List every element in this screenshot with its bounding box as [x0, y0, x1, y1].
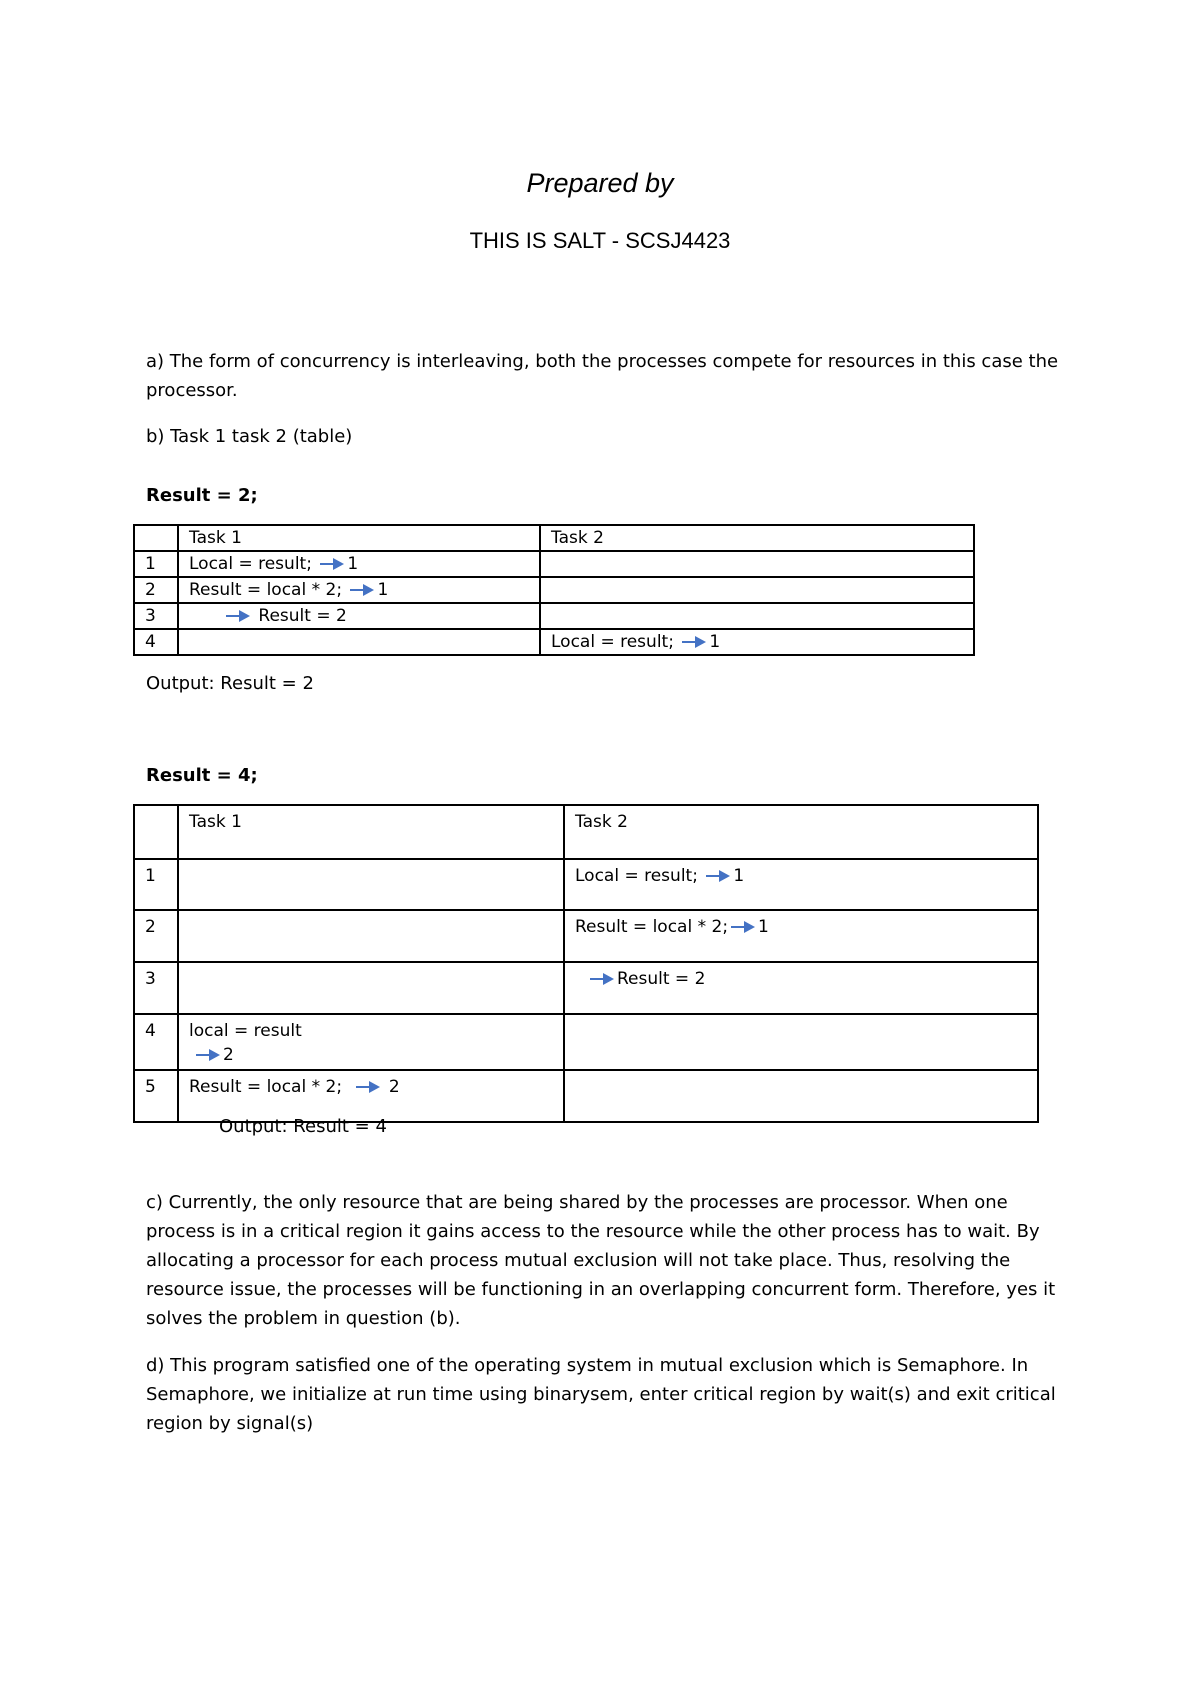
right-arrow-icon: [355, 1080, 381, 1094]
answer-d: d) This program satisfied one of the operating system in mutual exclusion which is Semaphore. In Semaphore, we initialize at run time using binarysem, enter critical region by wait(s) and exit critical region by signal(s): [146, 1355, 1056, 1434]
right-arrow-icon: [730, 920, 756, 934]
cell-text: Result = local * 2;: [189, 580, 343, 600]
row-number: 4: [134, 629, 178, 655]
table2-heading: Result = 4;: [146, 765, 258, 786]
table1-output: Output: Result = 2: [146, 673, 314, 694]
cell-text: Local = result;: [575, 866, 698, 886]
table-cell: [178, 1014, 564, 1070]
table2-col-task2: Task 2: [564, 805, 1038, 859]
cell-text: Local = result;: [189, 554, 312, 574]
right-arrow-icon: [681, 635, 707, 649]
right-arrow-icon: [319, 557, 345, 571]
cell-tag: 1: [347, 554, 359, 574]
table-cell: [178, 910, 564, 962]
cell-tag: 1: [758, 917, 769, 937]
table-row: [134, 859, 1038, 910]
row-number: 1: [134, 551, 178, 577]
cell-tag: 2: [388, 1077, 400, 1097]
table-row: [134, 962, 1038, 1014]
cell-tag: 1: [733, 866, 745, 886]
table-cell: [178, 577, 540, 603]
table-row: [134, 910, 1038, 962]
table-header-row: [134, 525, 974, 551]
table-cell: [564, 1014, 1038, 1070]
cell-text: local = result: [189, 1021, 302, 1041]
table-cell: [178, 859, 564, 910]
row-number: 1: [134, 859, 178, 910]
cell-tag: 2: [223, 1045, 234, 1065]
cell-tag: 1: [709, 632, 721, 652]
table1-heading: Result = 2;: [146, 485, 258, 506]
table-cell: [564, 910, 1038, 962]
right-arrow-icon: [589, 972, 615, 986]
row-number: 5: [134, 1070, 178, 1122]
right-arrow-icon: [195, 1048, 221, 1062]
cell-text: Result = 2: [617, 969, 706, 989]
row-number: 2: [134, 577, 178, 603]
answer-c: c) Currently, the only resource that are being shared by the processes are processor. When one process is in a critical region it gains access to the resource while the other process has to wait. By allocating a processor for each process mutual exclusion will not take place. Thus, resolving the resource issue, the processes will be functioning in an overlapping concurrent form. Therefore, yes it solves the problem in question (b).: [146, 1192, 1056, 1329]
cell-text: Result = local * 2;: [189, 1077, 343, 1097]
cell-text: Result = local * 2;: [575, 917, 729, 937]
table-cell: [178, 551, 540, 577]
table-cell: [540, 551, 974, 577]
table2-col-task1: Task 1: [178, 805, 564, 859]
table-cell: [540, 603, 974, 629]
table1-col-task2: Task 2: [540, 525, 974, 551]
table-cell: [540, 577, 974, 603]
answer-a: a) The form of concurrency is interleaving, both the processes compete for resources in this case the processor.: [146, 351, 1059, 401]
table-cell: [540, 629, 974, 655]
right-arrow-icon: [349, 583, 375, 597]
answer-b: b) Task 1 task 2 (table): [146, 426, 353, 447]
row-number: 4: [134, 1014, 178, 1070]
table1-col-task1: Task 1: [178, 525, 540, 551]
table2: [133, 804, 1039, 1123]
cell-text: Result = 2: [258, 606, 347, 626]
cell-tag: 1: [377, 580, 389, 600]
right-arrow-icon: [705, 869, 731, 883]
cell-text: Local = result;: [551, 632, 674, 652]
row-number: 3: [134, 603, 178, 629]
table-cell: [178, 603, 540, 629]
table-cell: [178, 629, 540, 655]
table-cell: [178, 962, 564, 1014]
table-row: [134, 551, 974, 577]
right-arrow-icon: [225, 609, 251, 623]
author-course-heading: THIS IS SALT - SCSJ4423: [469, 228, 731, 253]
prepared-by-heading: Prepared by: [526, 168, 674, 198]
table-row: [134, 577, 974, 603]
table1: [133, 524, 975, 656]
table-row: [134, 629, 974, 655]
table-cell: [564, 962, 1038, 1014]
table-row: [134, 1014, 1038, 1070]
row-number: 3: [134, 962, 178, 1014]
row-number: 2: [134, 910, 178, 962]
table-row: [134, 603, 974, 629]
table-cell: [564, 859, 1038, 910]
table-header-row: [134, 805, 1038, 859]
table2-output: Output: Result = 4: [219, 1116, 387, 1137]
